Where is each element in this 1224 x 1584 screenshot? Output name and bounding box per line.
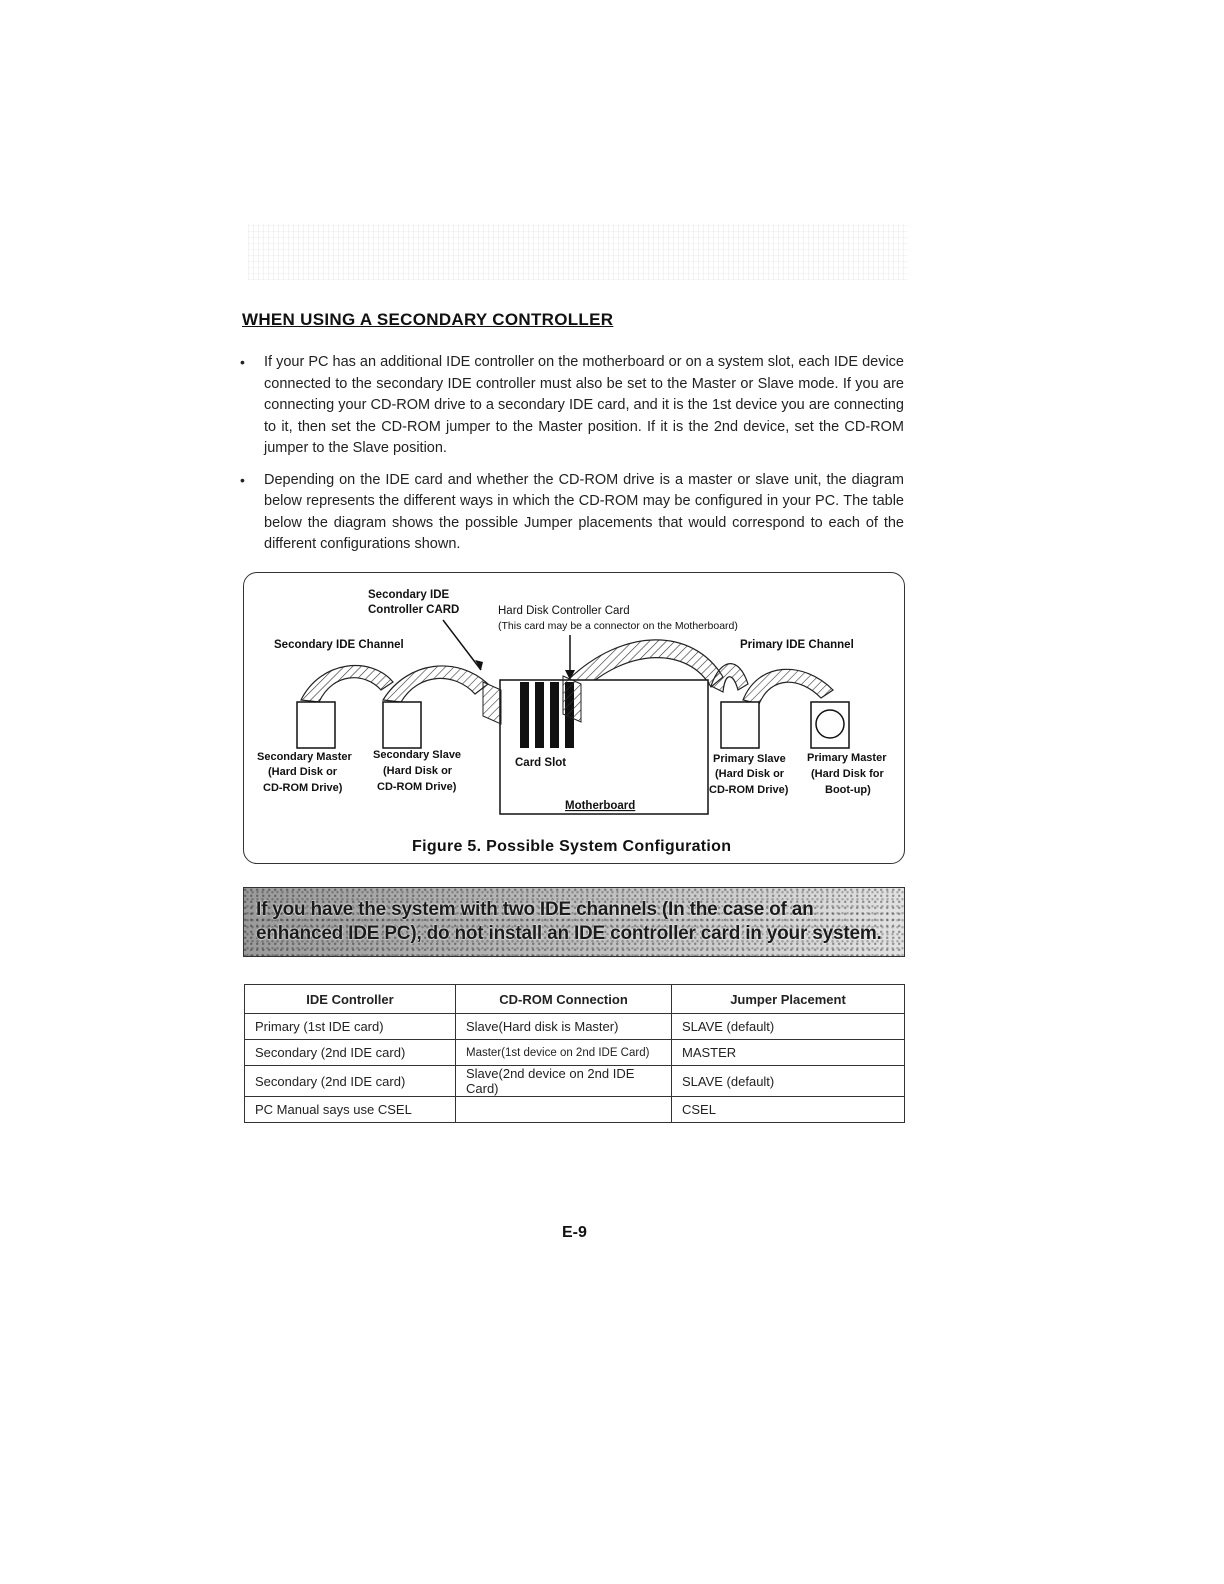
hard-disk-controller-note: (This card may be a connector on the Motherboard)	[498, 620, 738, 632]
card-slot	[535, 682, 544, 748]
table-cell: Secondary (2nd IDE card)	[245, 1040, 456, 1066]
secondary-ide-channel-label: Secondary IDE Channel	[274, 639, 404, 651]
secondary-controller-label-line1: Secondary IDE	[368, 589, 450, 601]
secondary-master-drive	[297, 702, 335, 748]
primary-slave-drive	[721, 702, 759, 748]
bullet-list	[240, 352, 904, 566]
secondary-controller-card	[483, 682, 501, 724]
secondary-controller-label-line2: Controller CARD	[368, 604, 460, 616]
notice-text: If you have the system with two IDE channels (In the case of an enhanced IDE PC), do not install an IDE controller card in your system.	[256, 899, 882, 944]
figure-caption: Figure 5. Possible System Configuration	[412, 838, 732, 855]
secondary-slave-note: (Hard Disk or	[383, 765, 453, 777]
table-cell: SLAVE (default)	[672, 1066, 905, 1097]
column-header: IDE Controller	[245, 985, 456, 1014]
card-slot-label: Card Slot	[515, 757, 567, 769]
primary-cable-arc	[743, 669, 833, 704]
table-row	[245, 1014, 905, 1040]
table-row	[245, 1040, 905, 1066]
page-number: E-9	[562, 1224, 587, 1241]
primary-master-label: Primary Master	[807, 752, 887, 764]
card-slot	[520, 682, 529, 748]
secondary-master-note: (Hard Disk or	[268, 766, 338, 778]
table-cell	[456, 1097, 672, 1123]
jumper-table	[244, 984, 905, 1123]
bullet-item	[240, 470, 904, 556]
hard-disk-controller-label: Hard Disk Controller Card	[498, 605, 630, 617]
table-cell: MASTER	[672, 1040, 905, 1066]
table-cell: Primary (1st IDE card)	[245, 1014, 456, 1040]
table-cell: Secondary (2nd IDE card)	[245, 1066, 456, 1097]
table-cell: Slave(Hard disk is Master)	[456, 1014, 672, 1040]
system-configuration-diagram	[243, 572, 905, 864]
column-header: Jumper Placement	[672, 985, 905, 1014]
secondary-slave-drive	[383, 702, 421, 748]
primary-master-note: (Hard Disk for	[811, 768, 884, 780]
secondary-cable-arc	[383, 666, 488, 702]
bullet-item	[240, 352, 904, 460]
primary-master-note: Boot-up)	[825, 784, 871, 796]
secondary-slave-note: CD-ROM Drive)	[377, 781, 457, 793]
motherboard	[500, 680, 708, 814]
primary-slave-note: CD-ROM Drive)	[709, 784, 789, 796]
secondary-slave-label: Secondary Slave	[373, 749, 462, 761]
primary-slave-note: (Hard Disk or	[715, 768, 785, 780]
bullet-mark: •	[240, 354, 245, 370]
table-cell: CSEL	[672, 1097, 905, 1123]
column-header: CD-ROM Connection	[456, 985, 672, 1014]
primary-ide-channel-label: Primary IDE Channel	[740, 639, 854, 651]
table-row	[245, 1066, 905, 1097]
secondary-master-label: Secondary Master	[257, 751, 352, 763]
table-header-row	[245, 985, 905, 1014]
hard-disk-controller-card	[563, 676, 581, 722]
secondary-master-note: CD-ROM Drive)	[263, 782, 343, 794]
bullet-mark: •	[240, 471, 245, 488]
table-cell: Slave(2nd device on 2nd IDE Card)	[456, 1066, 672, 1097]
bullet-text: Depending on the IDE card and whether the CD-ROM drive is a master or slave unit, the diagram below represents the different ways in which the CD-ROM may be configured in your PC. The table below the diagram shows the possible Jumper placements that would correspond to each of the different configurations shown.	[264, 471, 904, 552]
cd-disc-icon	[816, 710, 844, 738]
table-row	[245, 1097, 905, 1123]
motherboard-label: Motherboard	[565, 800, 636, 812]
table-cell: Master(1st device on 2nd IDE Card)	[456, 1040, 672, 1066]
scan-noise-band	[248, 224, 908, 280]
bullet-text: If your PC has an additional IDE controller on the motherboard or on a system slot, each IDE device connected to the secondary IDE controller must also be set to the Master or Slave mode. If you are connecting your CD-ROM drive to a secondary IDE card, and it is the 1st device you are connecting to it, then set the CD-ROM jumper to the Master position. If it is the 2nd device, set the CD-ROM jumper to the Slave position.	[264, 354, 904, 456]
controller-card-pointer	[443, 620, 481, 670]
section-heading: WHEN USING A SECONDARY CONTROLLER	[242, 310, 614, 329]
primary-slave-label: Primary Slave	[713, 753, 786, 765]
table-cell: PC Manual says use CSEL	[245, 1097, 456, 1123]
table-cell: SLAVE (default)	[672, 1014, 905, 1040]
card-slot	[550, 682, 559, 748]
notice-box	[243, 887, 905, 957]
secondary-cable-arc	[301, 666, 393, 702]
